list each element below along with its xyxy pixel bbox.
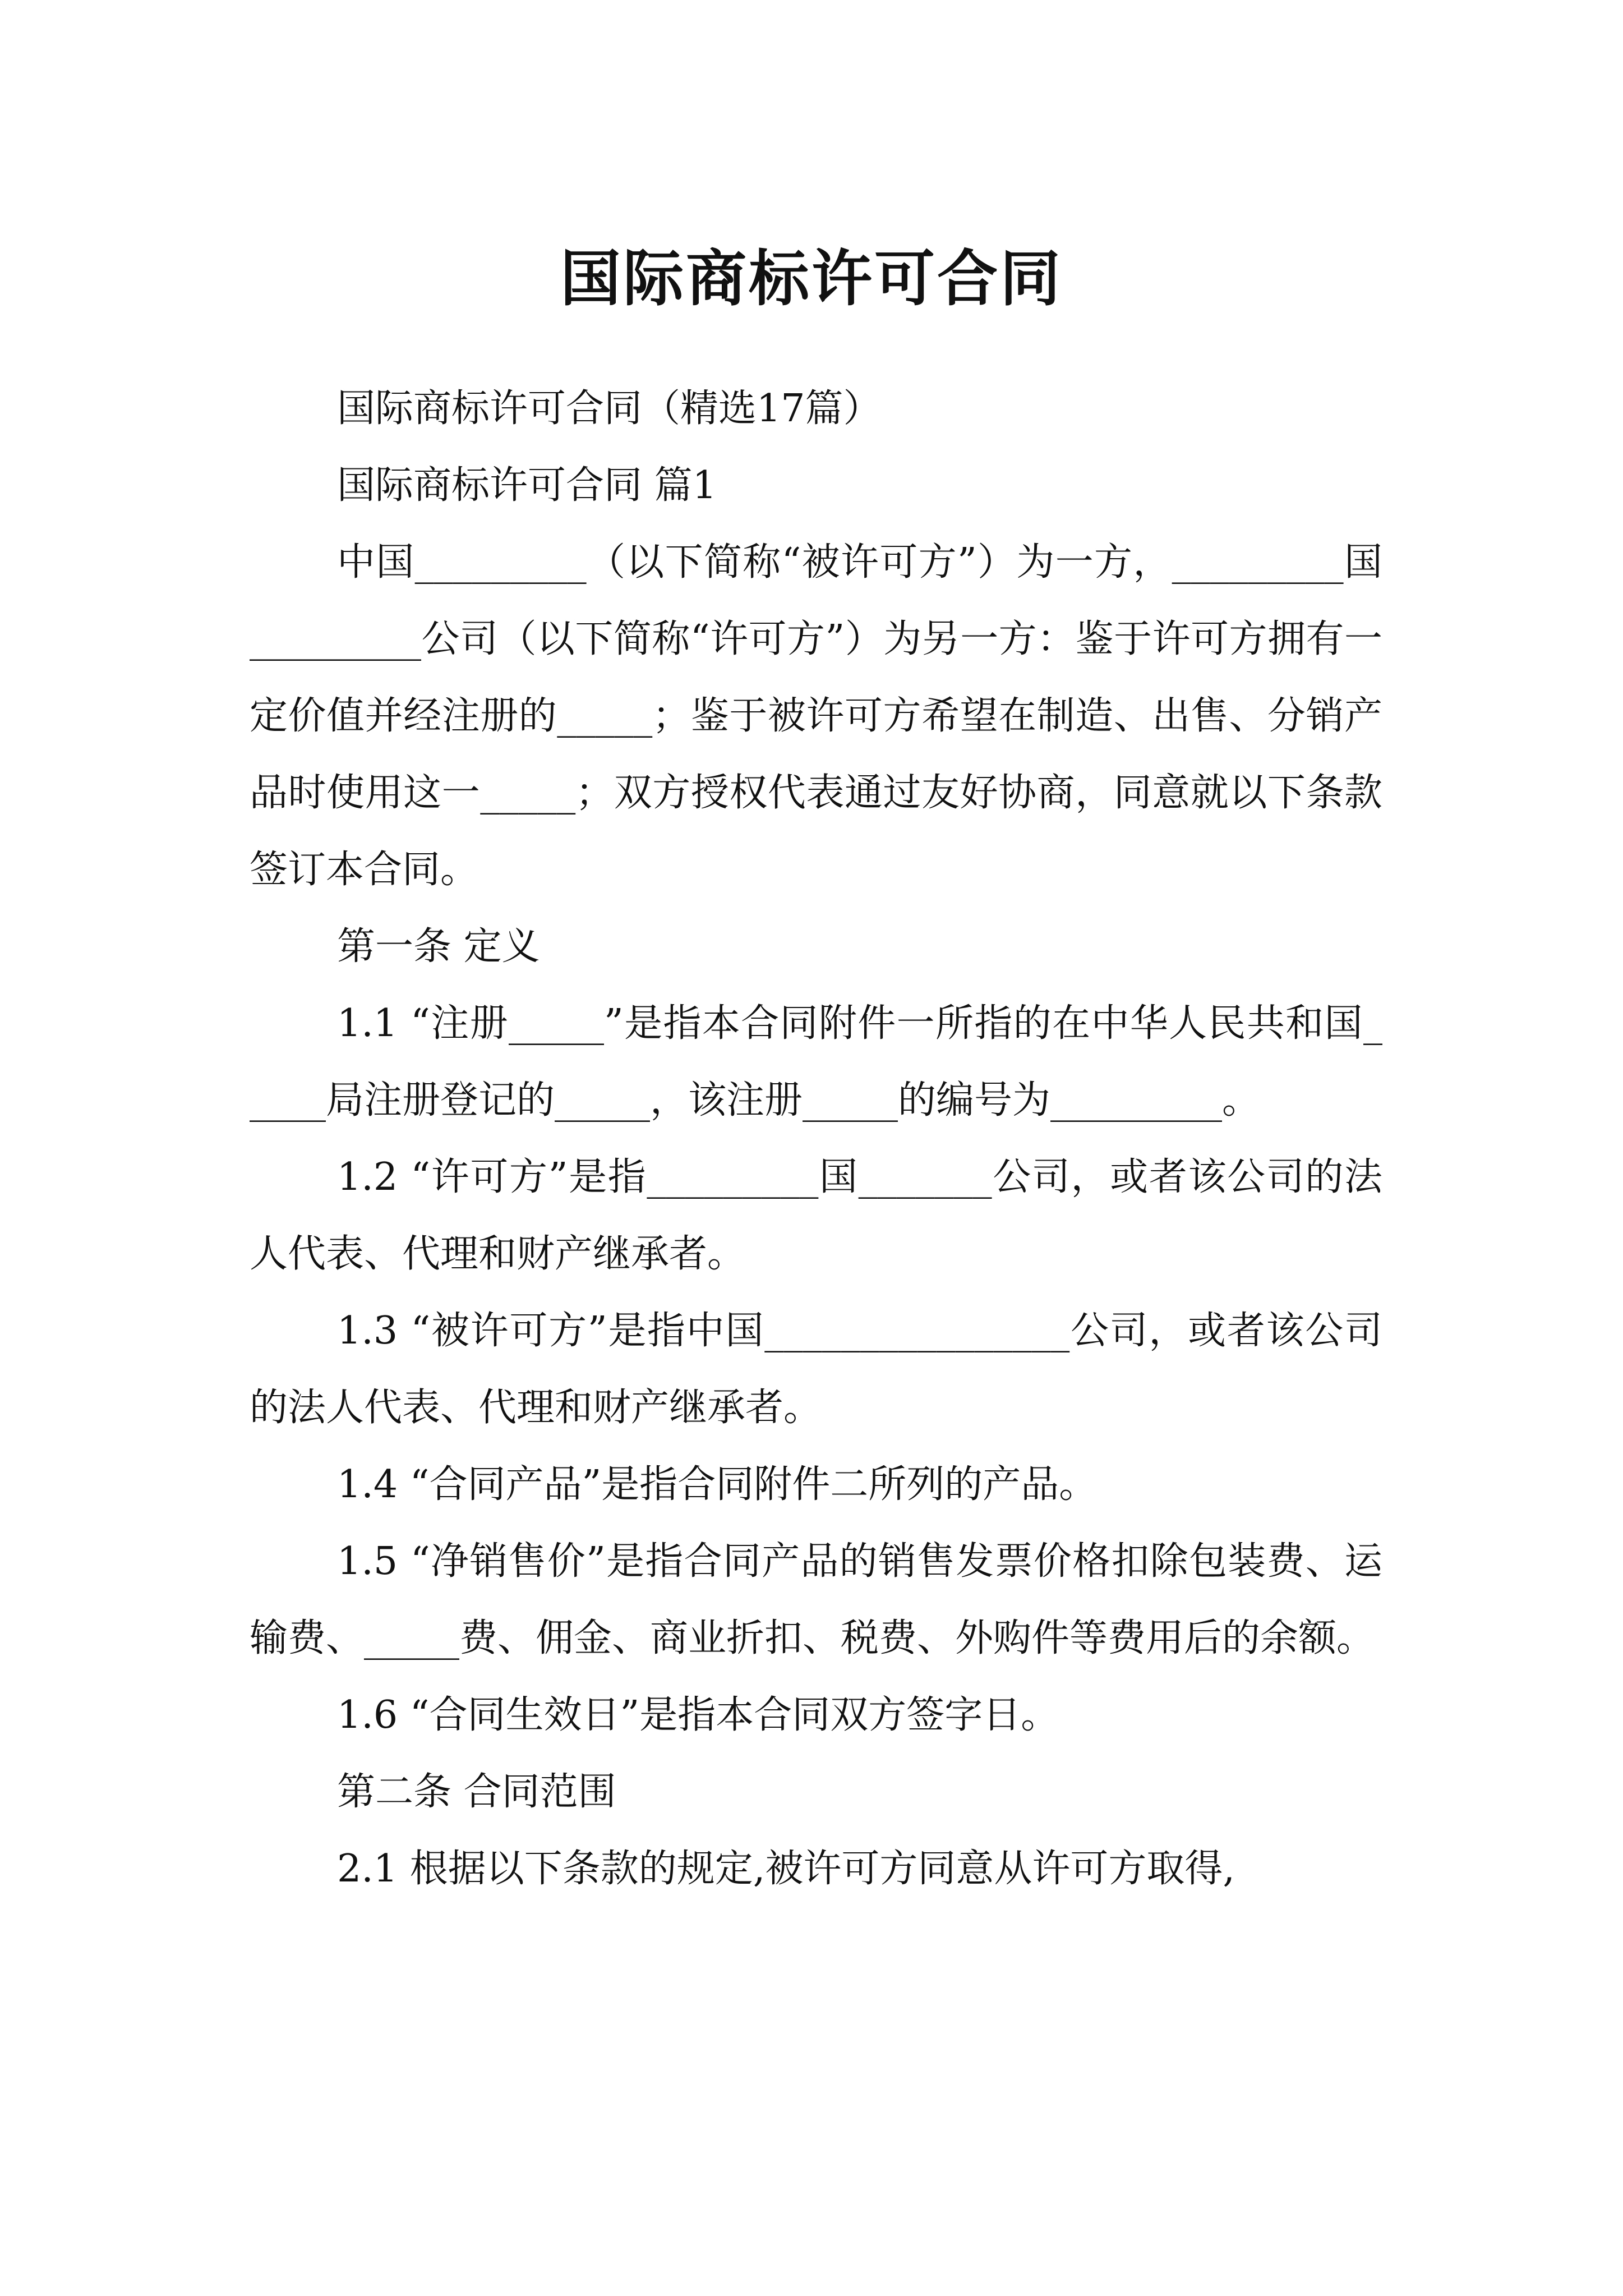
clause-paragraph: 1.4 “合同产品”是指合同附件二所列的产品。 [337, 1462, 1098, 1507]
document-title: 国际商标许可合同 [560, 243, 1063, 315]
clause-paragraph: 1.3 “被许可方”是指中国________________公司，或者该公司的法人代表、代理和财产继承者。 [250, 1309, 1382, 1430]
document-body [250, 370, 1382, 1907]
section-heading: 国际商标许可合同 篇1 [337, 463, 717, 508]
preamble-paragraph: 中国_________（以下简称“被许可方”）为一方，_________国_________公司（以下简称“许可方”）为另一方：鉴于许可方拥有一定价值并经注册的_____；鉴于被许可方希望在制造、出售、分销产品时使用这一_____；双方授权代表通过友好协商，同意就以下条款签订本合同。 [250, 540, 1382, 892]
clause-paragraph: 1.5 “净销售价”是指合同产品的销售发票价格扣除包装费、运输费、_____费、佣金、商业折扣、税费、外购件等费用后的余额。 [250, 1539, 1382, 1660]
clause-paragraph: 1.2 “许可方”是指_________国_______公司，或者该公司的法人代表、代理和财产继承者。 [250, 1155, 1382, 1276]
document-subtitle: 国际商标许可合同（精选17篇） [337, 386, 882, 431]
clause-paragraph: 1.6 “合同生效日”是指本合同双方签字日。 [337, 1693, 1059, 1737]
article-heading: 第二条 合同范围 [337, 1770, 616, 1814]
clause-paragraph: 1.1 “注册_____”是指本合同附件一所指的在中华人民共和国_____局注册登记的_____，该注册_____的编号为_________。 [250, 1001, 1382, 1122]
article-heading: 第一条 定义 [337, 924, 540, 969]
clause-paragraph: 2.1 根据以下条款的规定,被许可方同意从许可方取得, [337, 1847, 1235, 1891]
